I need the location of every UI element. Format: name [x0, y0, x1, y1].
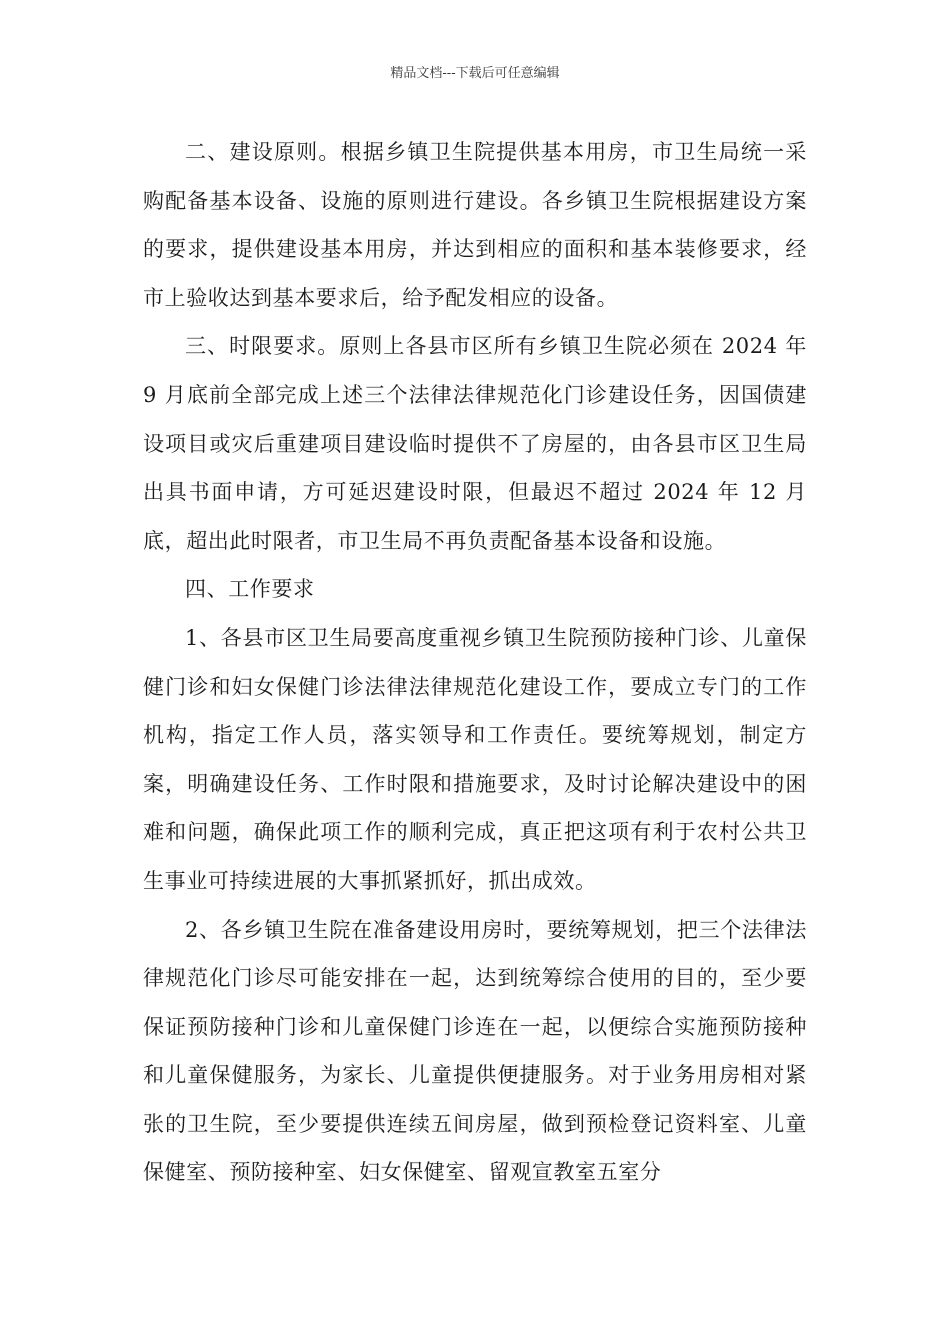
document-body: [143, 128, 807, 1197]
section-heading-work-requirements: 四、工作要求: [185, 577, 315, 602]
header-watermark: 精品文档---下载后可任意编辑: [390, 66, 560, 81]
paragraph-requirement-1: 1、各县市区卫生局要高度重视乡镇卫生院预防接种门诊、儿童保健门诊和妇女保健门诊法律法律规范化建设工作，要成立专门的工作机构，指定工作人员，落实领导和工作责任。要统筹规划，制定方案，明确建设任务、工作时限和措施要求，及时讨论解决建设中的困难和问题，确保此项工作的顺利完成，真正把这项有利于农村公共卫生事业可持续进展的大事抓紧抓好，抓出成效。: [143, 625, 807, 893]
paragraph-requirement-2: 2、各乡镇卫生院在准备建设用房时，要统筹规划，把三个法律法律规范化门诊尽可能安排在一起，达到统筹综合使用的目的，至少要保证预防接种门诊和儿童保健门诊连在一起，以便综合实施预防接种和儿童保健服务，为家长、儿童提供便捷服务。对于业务用房相对紧张的卫生院，至少要提供连续五间房屋，做到预检登记资料室、儿童保健室、预防接种室、妇女保健室、留观宣教室五室分: [143, 917, 807, 1185]
paragraph-construction-principle: 二、建设原则。根据乡镇卫生院提供基本用房，市卫生局统一采购配备基本设备、设施的原则进行建设。各乡镇卫生院根据建设方案的要求，提供建设基本用房，并达到相应的面积和基本装修要求，经市上验收达到基本要求后，给予配发相应的设备。: [143, 140, 807, 310]
paragraph-time-requirement: 三、时限要求。原则上各县市区所有乡镇卫生院必须在 2024 年 9 月底前全部完成上述三个法律法律规范化门诊建设任务，因国债建设项目或灾后重建项目建设临时提供不了房屋的，由各县市区卫生局出具书面申请，方可延迟建设时限，但最迟不超过 2024 年 12 月底，超出此时限者，市卫生局不再负责配备基本设备和设施。: [143, 334, 807, 553]
